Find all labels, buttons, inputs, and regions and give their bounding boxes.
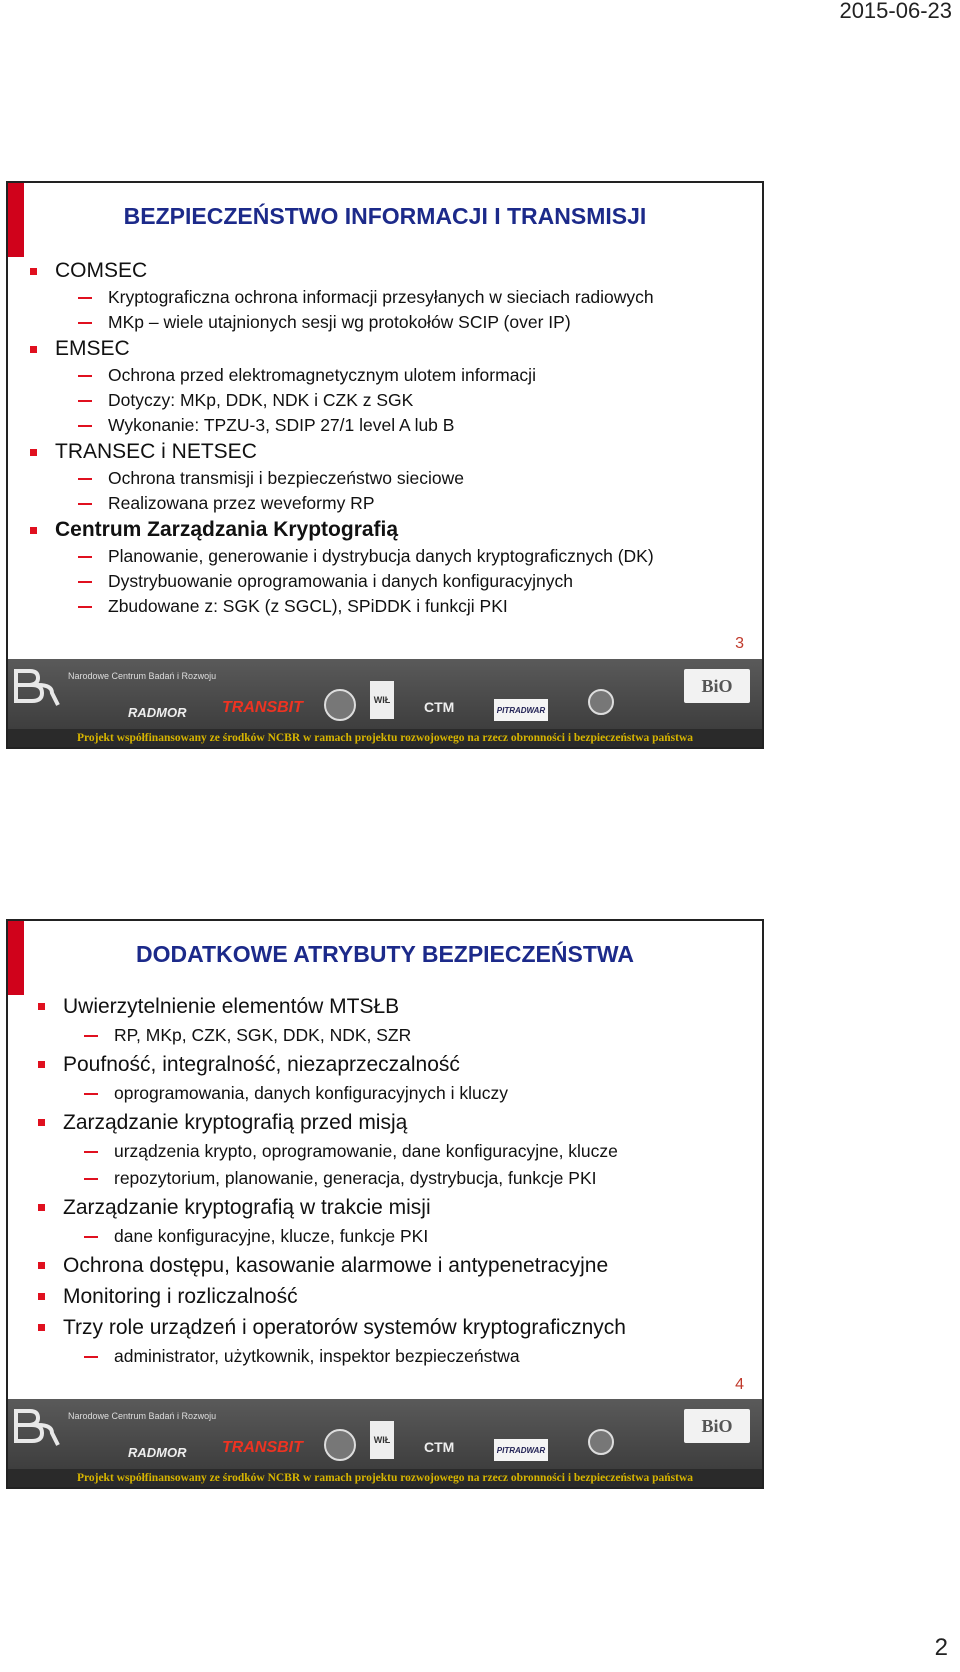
sub-item (30, 594, 654, 619)
slide-title: BEZPIECZEŃSTWO INFORMACJI I TRANSMISJI (123, 203, 647, 229)
bullet-text: Ochrona dostępu, kasowanie alarmowe i antypenetracyjne (63, 1253, 609, 1277)
sub-text: Planowanie, generowanie i dystrybucja danych kryptograficznych (DK) (108, 546, 654, 566)
bullet-item (38, 1250, 626, 1281)
slide-content (30, 257, 654, 619)
pitradwar-logo: PITRADWAR (494, 1439, 548, 1461)
ncbr-text: Narodowe Centrum Badań i Rozwoju (68, 671, 217, 681)
dash-bullet-icon (78, 581, 92, 583)
ctm-logo: CTM (424, 699, 455, 715)
bullet-item (38, 1107, 626, 1138)
square-bullet-icon (30, 449, 37, 456)
sub-text: oprogramowania, danych konfiguracyjnych i kluczy (114, 1083, 508, 1103)
bio-logo (684, 669, 750, 703)
sub-item (30, 569, 654, 594)
bullet-text: Zarządzanie kryptografią w trakcie misji (63, 1195, 431, 1219)
square-bullet-icon (30, 346, 37, 353)
sub-item (30, 388, 654, 413)
sub-item (30, 544, 654, 569)
sub-item (30, 466, 654, 491)
square-bullet-icon (38, 1293, 45, 1300)
slide-number: 4 (735, 1376, 744, 1393)
sub-text: Dotyczy: MKp, DDK, NDK i CZK z SGK (108, 390, 414, 410)
sub-text: MKp – wiele utajnionych sesji wg protokołów SCIP (over IP) (108, 312, 571, 332)
partner-logos (118, 677, 652, 725)
sub-item (38, 1343, 626, 1370)
transbit-logo: TRANSBIT (222, 699, 303, 716)
square-bullet-icon (38, 1061, 45, 1068)
bullet-text: Zarządzanie kryptografią przed misją (63, 1110, 408, 1134)
bio-logo (684, 1409, 750, 1443)
bullet-item (38, 991, 626, 1022)
br-logo-icon (12, 665, 62, 709)
page-date: 2015-06-23 (839, 0, 952, 23)
sub-item (30, 413, 654, 438)
sub-text: Ochrona przed elektromagnetycznym ulotem informacji (108, 365, 536, 385)
bullet-item (38, 1192, 626, 1223)
sub-text: RP, MKp, CZK, SGK, DDK, NDK, SZR (114, 1025, 412, 1045)
partner-logos (118, 1417, 652, 1465)
sub-item (38, 1138, 626, 1165)
wil-logo: WIŁ (370, 681, 394, 719)
funding-caption-bar (8, 729, 762, 747)
dash-bullet-icon (84, 1236, 98, 1238)
dash-bullet-icon (84, 1356, 98, 1358)
sub-item (38, 1022, 626, 1049)
square-bullet-icon (30, 527, 37, 534)
dash-bullet-icon (78, 503, 92, 505)
dash-bullet-icon (84, 1178, 98, 1180)
sub-item (38, 1080, 626, 1107)
transbit-logo: TRANSBIT (222, 1439, 303, 1456)
dash-bullet-icon (78, 478, 92, 480)
square-bullet-icon (38, 1119, 45, 1126)
funding-caption: Projekt współfinansowany ze środków NCBR w ramach projektu rozwojowego na rzecz obronności i bezpieczeństwa państwa (76, 1472, 694, 1484)
funding-caption: Projekt współfinansowany ze środków NCBR w ramach projektu rozwojowego na rzecz obronności i bezpieczeństwa państwa (76, 732, 694, 744)
emblem-logo-icon (588, 1429, 614, 1455)
dash-bullet-icon (84, 1093, 98, 1095)
page-number: 2 (934, 1634, 948, 1661)
sub-text: dane konfiguracyjne, klucze, funkcje PKI (114, 1226, 429, 1246)
bullet-text: Monitoring i rozliczalność (63, 1284, 298, 1308)
br-logo-icon (12, 1405, 62, 1449)
sub-item (30, 363, 654, 388)
sub-text: Dystrybuowanie oprogramowania i danych konfiguracyjnych (108, 571, 573, 591)
radmor-logo: RADMOR (128, 705, 187, 720)
slide-title: DODATKOWE ATRYBUTY BEZPIECZEŃSTWA (136, 941, 634, 967)
sub-text: Realizowana przez weveformy RP (108, 493, 375, 513)
bullet-item (30, 335, 654, 363)
bullet-item (38, 1281, 626, 1312)
bullet-item (30, 516, 654, 544)
bullet-text: Trzy role urządzeń i operatorów systemów kryptograficznych (63, 1315, 626, 1339)
ncbr-text: Narodowe Centrum Badań i Rozwoju (68, 1411, 217, 1421)
bullet-text: COMSEC (55, 259, 148, 282)
bullet-text: Poufność, integralność, niezaprzeczalność (63, 1052, 460, 1076)
square-bullet-icon (30, 268, 37, 275)
bullet-item (38, 1312, 626, 1343)
wil-logo: WIŁ (370, 1421, 394, 1459)
sub-item (30, 491, 654, 516)
bio-logo-text: BiO (701, 675, 733, 696)
sub-text: Ochrona transmisji i bezpieczeństwo sieciowe (108, 468, 464, 488)
dash-bullet-icon (78, 606, 92, 608)
sub-text: Kryptograficzna ochrona informacji przesyłanych w sieciach radiowych (108, 287, 654, 307)
dash-bullet-icon (78, 322, 92, 324)
funding-caption-bar (8, 1469, 762, 1487)
seal-logo-icon (324, 689, 356, 721)
sub-text: Wykonanie: TPZU-3, SDIP 27/1 level A lub B (108, 415, 455, 435)
bullet-item (38, 1049, 626, 1080)
sub-item (38, 1165, 626, 1192)
slide-footer (8, 659, 762, 747)
bullet-text: EMSEC (55, 337, 130, 360)
sub-item (30, 285, 654, 310)
radmor-logo: RADMOR (128, 1445, 187, 1460)
slide-3 (6, 181, 764, 749)
slide-content (38, 991, 626, 1370)
bullet-item (30, 438, 654, 466)
footer-logo-band (8, 1399, 762, 1469)
pitradwar-logo: PITRADWAR (494, 699, 548, 721)
emblem-logo-icon (588, 689, 614, 715)
dash-bullet-icon (78, 375, 92, 377)
square-bullet-icon (38, 1324, 45, 1331)
sub-item (30, 310, 654, 335)
sub-item (38, 1223, 626, 1250)
dash-bullet-icon (84, 1151, 98, 1153)
sub-text: administrator, użytkownik, inspektor bezpieczeństwa (114, 1346, 520, 1366)
square-bullet-icon (38, 1262, 45, 1269)
dash-bullet-icon (78, 400, 92, 402)
sub-text: urządzenia krypto, oprogramowanie, dane konfiguracyjne, klucze (114, 1141, 618, 1161)
slide-footer (8, 1399, 762, 1487)
sub-text: repozytorium, planowanie, generacja, dystrybucja, funkcje PKI (114, 1168, 597, 1188)
footer-logo-band (8, 659, 762, 729)
square-bullet-icon (38, 1204, 45, 1211)
dash-bullet-icon (78, 556, 92, 558)
dash-bullet-icon (78, 297, 92, 299)
bullet-text: TRANSEC i NETSEC (55, 440, 257, 463)
bio-logo-text: BiO (701, 1415, 733, 1436)
slide-4 (6, 919, 764, 1489)
dash-bullet-icon (84, 1035, 98, 1037)
bullet-item (30, 257, 654, 285)
dash-bullet-icon (78, 425, 92, 427)
square-bullet-icon (38, 1003, 45, 1010)
seal-logo-icon (324, 1429, 356, 1461)
slide-number: 3 (735, 635, 744, 652)
sub-text: Zbudowane z: SGK (z SGCL), SPiDDK i funkcji PKI (108, 596, 508, 616)
bullet-text: Centrum Zarządzania Kryptografią (55, 518, 399, 541)
ctm-logo: CTM (424, 1439, 455, 1455)
bullet-text: Uwierzytelnienie elementów MTSŁB (63, 994, 400, 1018)
